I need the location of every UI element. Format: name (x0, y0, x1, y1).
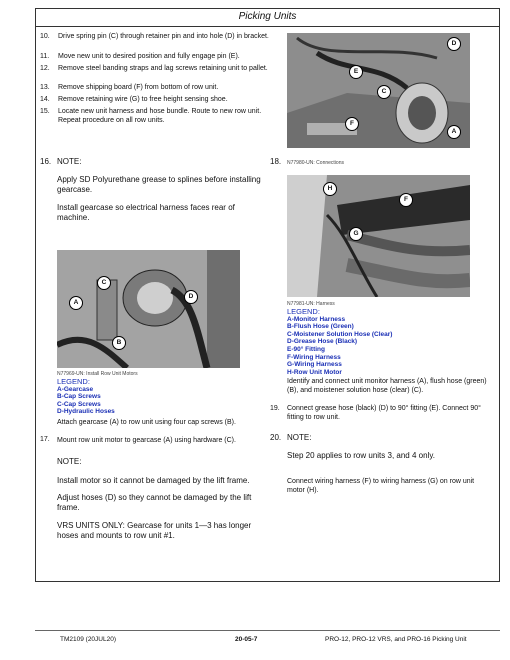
legend-item: G-Wiring Harness (287, 361, 342, 369)
step-17-text: Mount row unit motor to gearcase (A) using hardware (C). (57, 437, 236, 444)
step-16-note-label: NOTE: (57, 157, 82, 166)
page-title: Picking Units (36, 8, 499, 27)
callout-f: F (345, 117, 359, 131)
step-text: Remove steel banding straps and lag screws retaining unit to pallet. (58, 65, 268, 72)
step-number: 12. (40, 65, 50, 72)
step-20-number: 20. (270, 433, 282, 442)
legend-item: A-Gearcase (57, 385, 94, 393)
step-text: Remove shipping board (F) from bottom of row unit. (58, 84, 219, 91)
step-17-paragraph-2: VRS UNITS ONLY: Gearcase for units 1—3 has longer hoses and mounts to row unit #1. (57, 521, 252, 540)
figure-harness-drawing (287, 175, 470, 297)
callout-h: H (323, 182, 337, 196)
step-number: 10. (40, 33, 50, 40)
legend-item: D-Hydraulic Hoses (57, 408, 115, 416)
step-18-number: 18. (270, 157, 282, 166)
step-number: 14. (40, 96, 50, 103)
step-16-note-text: Apply SD Polyurethane grease to splines before installing gearcase. (57, 175, 261, 194)
legend-item: B-Cap Screws (57, 393, 101, 401)
step-text: Locate new unit harness and hose bundle. Route to new row unit. Repeat procedure on all row units. (58, 108, 262, 124)
step-number: 15. (40, 108, 50, 115)
legend-title: LEGEND: (287, 307, 320, 316)
figure-row-unit-motor-photo (57, 250, 240, 368)
callout-a: A (447, 125, 461, 139)
step-16-paragraph: Install gearcase so electrical harness faces rear of machine. (57, 203, 235, 222)
step-17-number: 17. (40, 436, 50, 443)
step-19-number: 19. (270, 405, 280, 412)
step-20-paragraph: Connect wiring harness (F) to wiring harness (G) on row unit motor (H). (287, 478, 475, 494)
step-text: Move new unit to desired position and fully engage pin (E). (58, 53, 240, 60)
callout-d: D (447, 37, 461, 51)
step-number: 11. (40, 53, 50, 60)
callout-d: D (184, 290, 198, 304)
legend-title: LEGEND: (57, 377, 90, 386)
callout-g: G (349, 227, 363, 241)
legend-item: E-90° Fitting (287, 345, 325, 353)
step-17-note-text: Install motor so it cannot be damaged by the lift frame. (57, 476, 250, 485)
figure-3-legend (287, 308, 392, 376)
step-text: Remove retaining wire (G) to free height sensing shoe. (58, 96, 228, 103)
step-20-note-label: NOTE: (287, 433, 312, 442)
step-18-caption-top: N77980-UN: Connections (287, 160, 344, 166)
callout-e: E (349, 65, 363, 79)
legend-item: D-Grease Hose (Black) (287, 338, 358, 346)
footer-rule (35, 630, 500, 631)
legend-item: B-Flush Hose (Green) (287, 323, 354, 331)
legend-item: A-Monitor Harness (287, 315, 346, 323)
figure-row-unit-motor-drawing (57, 250, 240, 368)
legend-item: C-Cap Screws (57, 400, 101, 408)
step-text: Drive spring pin (C) through retainer pin and into hole (D) in bracket. (58, 33, 269, 40)
footer-doc-id: TM2109 (20JUL20) (60, 636, 116, 643)
figure-2-caption: N77969-UN: Install Row Unit Motors (57, 371, 138, 377)
legend-item: F-Wiring Harness (287, 353, 341, 361)
legend-item: C-Moistener Solution Hose (Clear) (287, 330, 393, 338)
figure-2-legend (57, 378, 115, 416)
footer-page-number: 20-05-7 (235, 636, 258, 643)
step-20-note-text: Step 20 applies to row units 3, and 4 only. (287, 451, 435, 460)
callout-b: B (112, 336, 126, 350)
step-18-text: Identify and connect unit monitor harness (A), flush hose (green) (B), and moistener solution hose (clear) (C). (287, 378, 487, 394)
figure-harness-photo (287, 175, 470, 297)
figure-2-after-text: Attach gearcase (A) to row unit using four cap screws (B). (57, 419, 236, 426)
step-16-number: 16. (40, 157, 52, 166)
step-17-paragraph-1: Adjust hoses (D) so they cannot be damaged by the lift frame. (57, 493, 252, 512)
step-number: 13. (40, 84, 50, 91)
step-17-note-label: NOTE: (57, 457, 82, 466)
footer-section-title: PRO-12, PRO-12 VRS, and PRO-16 Picking Unit (325, 636, 467, 643)
figure-spring-pin-photo (287, 33, 470, 148)
step-19-text: Connect grease hose (black) (D) to 90° fitting (E). Connect 90° fitting to row unit. (287, 405, 481, 421)
figure-3-caption: N77981-UN: Harness (287, 301, 335, 307)
callout-c: C (377, 85, 391, 99)
legend-item: H-Row Unit Motor (287, 368, 342, 376)
callout-c: C (97, 276, 111, 290)
callout-f: F (399, 193, 413, 207)
callout-a: A (69, 296, 83, 310)
